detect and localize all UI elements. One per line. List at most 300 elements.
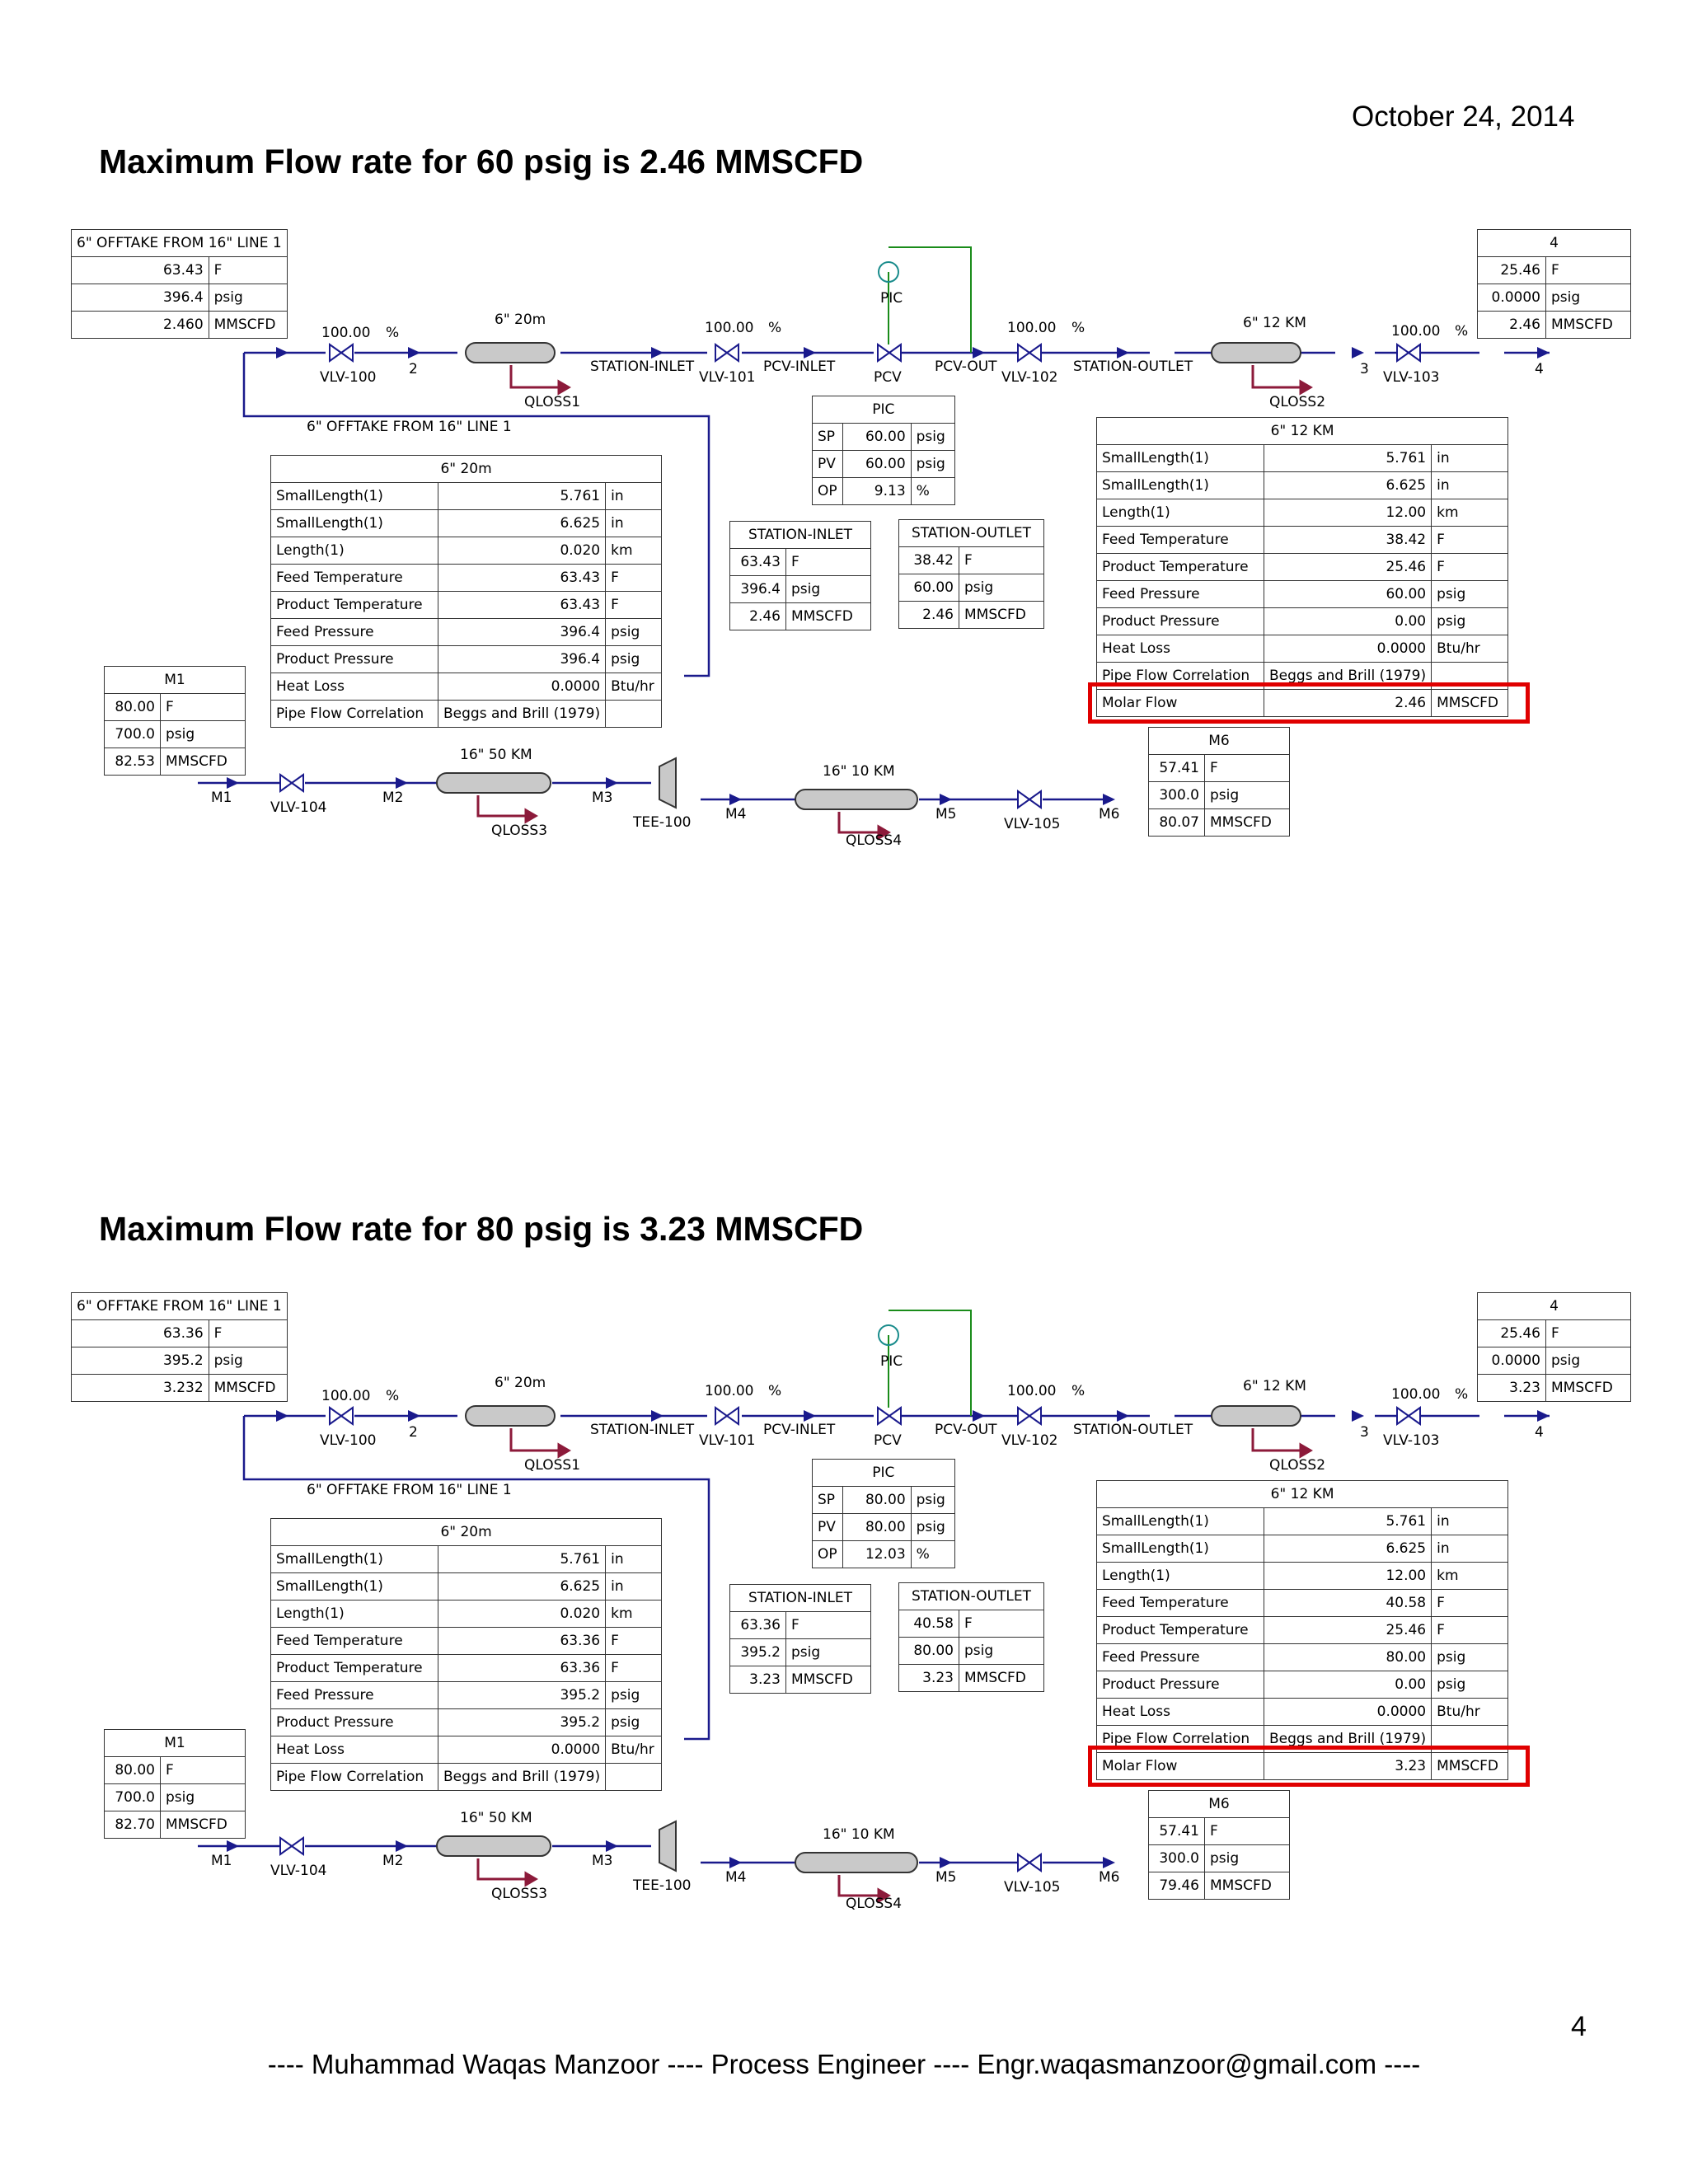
unit: MMSCFD (1205, 809, 1290, 837)
molar-flow-highlight (1088, 682, 1530, 724)
param-label: Heat Loss (1097, 1699, 1264, 1726)
unit: MMSCFD (1546, 312, 1631, 339)
param-label: Length(1) (1097, 1563, 1264, 1590)
station-inlet-table (729, 1584, 871, 1694)
unit: km (1432, 1563, 1508, 1590)
valve-opening: 100.00 (321, 1388, 371, 1404)
unit: in (1432, 1508, 1508, 1535)
pressure-value: 0.0000 (1478, 1347, 1546, 1375)
flow-value: 2.46 (730, 603, 786, 630)
m2-label: M2 (382, 1853, 404, 1869)
offtake-stream-table (71, 1292, 288, 1402)
pic-controller-table (812, 1459, 955, 1568)
flow-value: 2.46 (899, 602, 959, 629)
unit: in (606, 483, 662, 510)
param-label: SmallLength(1) (1097, 472, 1264, 499)
unit: % (1071, 1383, 1085, 1399)
pressure-value: 80.00 (899, 1638, 959, 1665)
pressure-value: 395.2 (72, 1347, 209, 1375)
stream-4-table (1477, 1292, 1631, 1402)
param-label: Molar Flow (1097, 690, 1264, 717)
qloss2-label: QLOSS2 (1269, 1457, 1326, 1474)
unit: F (1432, 1617, 1508, 1644)
param-label: Length(1) (271, 1601, 438, 1628)
vlv-105-label: VLV-105 (1004, 816, 1061, 832)
param-label: Product Temperature (271, 1655, 438, 1682)
offtake-line-label: 6" OFFTAKE FROM 16" LINE 1 (307, 419, 512, 435)
unit: F (606, 1655, 662, 1682)
unit: MMSCFD (786, 603, 871, 630)
m5-label: M5 (935, 1869, 957, 1886)
qloss3-label: QLOSS3 (491, 1886, 548, 1902)
flow-value: 82.70 (105, 1811, 161, 1839)
qloss4-label: QLOSS4 (846, 1896, 903, 1912)
param-label: Length(1) (271, 537, 438, 565)
param-value: 6.625 (1264, 472, 1432, 499)
sp-label: SP (813, 424, 843, 451)
unit: in (1432, 472, 1508, 499)
param-value: 0.00 (1264, 608, 1432, 635)
m2-label: M2 (382, 790, 404, 806)
param-label: Pipe Flow Correlation (271, 1764, 438, 1791)
temperature-value: 57.41 (1149, 1818, 1205, 1845)
table-title: 6" OFFTAKE FROM 16" LINE 1 (72, 1293, 288, 1320)
table-title: STATION-INLET (730, 522, 871, 549)
param-value: 395.2 (438, 1709, 606, 1736)
table-title: 6" 20m (271, 456, 662, 483)
unit: MMSCFD (209, 1375, 287, 1402)
param-label: SmallLength(1) (1097, 445, 1264, 472)
pic-controller-table (812, 396, 955, 505)
table-title: 6" 12 KM (1097, 418, 1508, 445)
qloss2-label: QLOSS2 (1269, 394, 1326, 410)
pcv-inlet-label: PCV-INLET (763, 359, 836, 375)
m6-label: M6 (1099, 806, 1120, 823)
param-label: Product Temperature (1097, 1617, 1264, 1644)
unit: MMSCFD (161, 748, 246, 776)
unit: % (768, 1383, 782, 1399)
valve-opening: 100.00 (1391, 323, 1441, 340)
unit: F (786, 1612, 871, 1639)
temperature-value: 63.43 (730, 549, 786, 576)
unit: in (1432, 1535, 1508, 1563)
vlv-102-label: VLV-102 (1001, 1432, 1058, 1449)
unit: MMSCFD (1546, 1375, 1631, 1402)
temperature-value: 80.00 (105, 1757, 161, 1784)
unit: psig (606, 1682, 662, 1709)
unit: MMSCFD (786, 1666, 871, 1694)
temperature-value: 40.58 (899, 1610, 959, 1638)
sp-label: SP (813, 1487, 843, 1514)
unit: in (1432, 445, 1508, 472)
param-value: 38.42 (1264, 527, 1432, 554)
unit: F (161, 694, 246, 721)
param-value: 0.0000 (438, 673, 606, 701)
param-value: 396.4 (438, 619, 606, 646)
offtake-stream-table (71, 229, 288, 339)
unit: psig (911, 451, 954, 478)
stream-4-label: 4 (1535, 1424, 1544, 1441)
table-title: 6" 20m (271, 1519, 662, 1546)
table-title: PIC (813, 396, 955, 424)
unit: psig (959, 574, 1044, 602)
param-label: Feed Temperature (271, 565, 438, 592)
pcv-inlet-label: PCV-INLET (763, 1422, 836, 1438)
unit: psig (606, 619, 662, 646)
unit: MMSCFD (959, 602, 1044, 629)
unit: Btu/hr (606, 673, 662, 701)
param-value: 63.36 (438, 1655, 606, 1682)
pcv-out-label: PCV-OUT (935, 359, 997, 375)
param-label: SmallLength(1) (271, 1573, 438, 1601)
param-label: Product Pressure (1097, 1671, 1264, 1699)
param-label: Feed Temperature (1097, 527, 1264, 554)
param-label: Molar Flow (1097, 1753, 1264, 1780)
param-value: 63.36 (438, 1628, 606, 1655)
pressure-value: 395.2 (730, 1639, 786, 1666)
unit: % (1455, 323, 1469, 340)
unit: % (386, 325, 400, 341)
unit: MMSCFD (959, 1665, 1044, 1692)
temperature-value: 38.42 (899, 547, 959, 574)
param-label: Product Pressure (271, 1709, 438, 1736)
table-title: PIC (813, 1460, 955, 1487)
stream-3-label: 3 (1360, 361, 1369, 377)
m6-stream-table (1148, 1790, 1290, 1900)
page-number: 4 (1571, 2011, 1587, 2042)
pcv-label: PCV (874, 1432, 902, 1449)
pv-label: PV (813, 451, 843, 478)
pressure-value: 700.0 (105, 721, 161, 748)
unit: F (209, 257, 287, 284)
unit: Btu/hr (1432, 1699, 1508, 1726)
param-value: 40.58 (1264, 1590, 1432, 1617)
valve-opening: 100.00 (705, 1383, 754, 1399)
unit: F (786, 549, 871, 576)
molar-flow-highlight (1088, 1746, 1530, 1787)
unit: psig (786, 1639, 871, 1666)
m1-label: M1 (211, 1853, 232, 1869)
station-inlet-label: STATION-INLET (590, 1422, 695, 1438)
station-outlet-table (898, 1582, 1044, 1692)
valve-opening: 100.00 (1391, 1386, 1441, 1403)
unit: psig (911, 1514, 954, 1541)
table-title: 6" 12 KM (1097, 1481, 1508, 1508)
temperature-value: 57.41 (1149, 755, 1205, 782)
param-label: Feed Pressure (271, 1682, 438, 1709)
pic-label: PIC (880, 1353, 903, 1370)
param-value: 0.0000 (438, 1736, 606, 1764)
unit: F (1205, 755, 1290, 782)
vlv-102-label: VLV-102 (1001, 369, 1058, 386)
unit: MMSCFD (1432, 1753, 1508, 1780)
param-value: 63.43 (438, 565, 606, 592)
flow-value: 79.46 (1149, 1872, 1205, 1900)
unit: % (911, 478, 954, 505)
unit: psig (209, 1347, 287, 1375)
process-flow-diagram (0, 1286, 1688, 1912)
unit: psig (1432, 1644, 1508, 1671)
unit: MMSCFD (161, 1811, 246, 1839)
unit: % (911, 1541, 954, 1568)
param-value: 0.0000 (1264, 1699, 1432, 1726)
pressure-value: 300.0 (1149, 1845, 1205, 1872)
temperature-value: 63.36 (72, 1320, 209, 1347)
station-outlet-table (898, 519, 1044, 629)
param-label: Product Pressure (1097, 608, 1264, 635)
m3-label: M3 (592, 1853, 613, 1869)
valve-opening: 100.00 (321, 325, 371, 341)
unit: F (959, 1610, 1044, 1638)
unit: psig (161, 721, 246, 748)
pv-label: PV (813, 1514, 843, 1541)
pipe-50km-label: 16" 50 KM (460, 747, 532, 763)
unit: in (606, 1546, 662, 1573)
op-label: OP (813, 478, 843, 505)
param-label: Heat Loss (271, 673, 438, 701)
table-title: STATION-INLET (730, 1585, 871, 1612)
unit: psig (1432, 581, 1508, 608)
unit: in (606, 510, 662, 537)
tee-100-label: TEE-100 (633, 1877, 692, 1894)
param-value: 63.43 (438, 592, 606, 619)
output-value: 12.03 (842, 1541, 911, 1568)
process-flow-diagram (0, 223, 1688, 849)
unit: psig (1205, 1845, 1290, 1872)
temperature-value: 63.36 (730, 1612, 786, 1639)
flow-value: 2.46 (1478, 312, 1546, 339)
unit: F (1432, 527, 1508, 554)
pipe-10km-label: 16" 10 KM (823, 1826, 895, 1843)
station-inlet-table (729, 521, 871, 630)
vlv-101-label: VLV-101 (699, 1432, 756, 1449)
valve-opening: 100.00 (1007, 320, 1057, 336)
param-value: 0.020 (438, 537, 606, 565)
unit: % (1071, 320, 1085, 336)
unit: psig (1546, 284, 1631, 312)
flow-value: 82.53 (105, 748, 161, 776)
output-value: 9.13 (842, 478, 911, 505)
pic-label: PIC (880, 290, 903, 307)
unit: F (606, 1628, 662, 1655)
param-label: Feed Temperature (271, 1628, 438, 1655)
vlv-105-label: VLV-105 (1004, 1879, 1061, 1896)
qloss4-label: QLOSS4 (846, 832, 903, 849)
station-outlet-label: STATION-OUTLET (1073, 359, 1193, 375)
table-title: 4 (1478, 1293, 1631, 1320)
unit: in (606, 1573, 662, 1601)
unit: psig (1546, 1347, 1631, 1375)
temperature-value: 25.46 (1478, 1320, 1546, 1347)
stream-2-label: 2 (409, 1424, 418, 1441)
pressure-value: 0.0000 (1478, 284, 1546, 312)
unit: MMSCFD (1432, 690, 1508, 717)
pipe-10km-label: 16" 10 KM (823, 763, 895, 780)
table-title: 4 (1478, 230, 1631, 257)
flow-value: 3.23 (730, 1666, 786, 1694)
pressure-value: 396.4 (730, 576, 786, 603)
station-outlet-label: STATION-OUTLET (1073, 1422, 1193, 1438)
unit: psig (1432, 1671, 1508, 1699)
pipe-12km-label: 6" 12 KM (1243, 1378, 1306, 1394)
temperature-value: 63.43 (72, 257, 209, 284)
unit: % (1455, 1386, 1469, 1403)
pipe-50km-label: 16" 50 KM (460, 1810, 532, 1826)
m5-label: M5 (935, 806, 957, 823)
pipe-12km-table (1096, 1480, 1508, 1780)
flow-value: 3.23 (899, 1665, 959, 1692)
unit: % (768, 320, 782, 336)
qloss3-label: QLOSS3 (491, 823, 548, 839)
temperature-value: 80.00 (105, 694, 161, 721)
table-title: STATION-OUTLET (899, 1583, 1044, 1610)
param-label: Product Pressure (271, 646, 438, 673)
valve-opening: 100.00 (1007, 1383, 1057, 1399)
vlv-103-label: VLV-103 (1383, 1432, 1440, 1449)
table-title: M1 (105, 1730, 246, 1757)
qloss1-label: QLOSS1 (524, 394, 581, 410)
param-value: 5.761 (438, 483, 606, 510)
flow-value: 80.07 (1149, 809, 1205, 837)
process-value: 80.00 (842, 1514, 911, 1541)
param-value: 5.761 (1264, 1508, 1432, 1535)
pcv-label: PCV (874, 369, 902, 386)
unit: psig (606, 646, 662, 673)
unit: MMSCFD (1205, 1872, 1290, 1900)
flow-value: 3.23 (1478, 1375, 1546, 1402)
pipe-12km-label: 6" 12 KM (1243, 315, 1306, 331)
stream-4-label: 4 (1535, 361, 1544, 377)
param-value: 0.020 (438, 1601, 606, 1628)
unit: psig (1432, 608, 1508, 635)
param-label: Feed Temperature (1097, 1590, 1264, 1617)
param-value: 12.00 (1264, 1563, 1432, 1590)
unit: Btu/hr (606, 1736, 662, 1764)
section-heading: Maximum Flow rate for 60 psig is 2.46 MMSCFD (99, 143, 864, 180)
stream-2-label: 2 (409, 361, 418, 377)
unit: km (606, 1601, 662, 1628)
m6-label: M6 (1099, 1869, 1120, 1886)
pipe-20m-table (270, 1518, 662, 1791)
param-value: 60.00 (1264, 581, 1432, 608)
param-label: Product Temperature (1097, 554, 1264, 581)
table-title: 6" OFFTAKE FROM 16" LINE 1 (72, 230, 288, 257)
param-value: 396.4 (438, 646, 606, 673)
vlv-101-label: VLV-101 (699, 369, 756, 386)
param-value: 25.46 (1264, 1617, 1432, 1644)
m1-stream-table (104, 1729, 246, 1839)
unit: F (209, 1320, 287, 1347)
molar-flow-value: 2.46 (1264, 690, 1432, 717)
unit: F (1432, 554, 1508, 581)
m1-label: M1 (211, 790, 232, 806)
document-date: October 24, 2014 (1352, 101, 1575, 133)
param-label: Feed Pressure (1097, 581, 1264, 608)
unit: F (1205, 1818, 1290, 1845)
m4-label: M4 (725, 1869, 747, 1886)
unit: F (959, 547, 1044, 574)
valve-opening: 100.00 (705, 320, 754, 336)
param-label: Feed Pressure (1097, 1644, 1264, 1671)
unit: Btu/hr (1432, 635, 1508, 663)
process-value: 60.00 (842, 451, 911, 478)
stream-3-label: 3 (1360, 1424, 1369, 1441)
pcv-out-label: PCV-OUT (935, 1422, 997, 1438)
param-label: Feed Pressure (271, 619, 438, 646)
param-value: Beggs and Brill (1979) (438, 701, 606, 728)
param-label: Heat Loss (1097, 635, 1264, 663)
pressure-value: 300.0 (1149, 782, 1205, 809)
unit: % (386, 1388, 400, 1404)
stream-4-table (1477, 229, 1631, 339)
param-value: 395.2 (438, 1682, 606, 1709)
param-value: 25.46 (1264, 554, 1432, 581)
unit: km (1432, 499, 1508, 527)
unit: MMSCFD (209, 312, 287, 339)
op-label: OP (813, 1541, 843, 1568)
unit: psig (959, 1638, 1044, 1665)
param-label: Heat Loss (271, 1736, 438, 1764)
param-value: Beggs and Brill (1979) (1264, 1726, 1432, 1753)
table-title: M6 (1149, 1791, 1290, 1818)
param-value: 6.625 (438, 1573, 606, 1601)
setpoint-value: 60.00 (842, 424, 911, 451)
param-label: Pipe Flow Correlation (1097, 1726, 1264, 1753)
param-value: 0.0000 (1264, 635, 1432, 663)
flow-value: 2.460 (72, 312, 209, 339)
unit: psig (209, 284, 287, 312)
param-label: SmallLength(1) (1097, 1535, 1264, 1563)
param-label: Product Temperature (271, 592, 438, 619)
page-footer: ---- Muhammad Waqas Manzoor ---- Process Engineer ---- Engr.waqasmanzoor@gmail.com ---- (267, 2049, 1421, 2079)
param-value: Beggs and Brill (1979) (438, 1764, 606, 1791)
pipe-20m-table (270, 455, 662, 728)
flow-value: 3.232 (72, 1375, 209, 1402)
m4-label: M4 (725, 806, 747, 823)
vlv-103-label: VLV-103 (1383, 369, 1440, 386)
molar-flow-value: 3.23 (1264, 1753, 1432, 1780)
m3-label: M3 (592, 790, 613, 806)
unit: psig (911, 424, 954, 451)
unit: psig (606, 1709, 662, 1736)
qloss1-label: QLOSS1 (524, 1457, 581, 1474)
unit: km (606, 537, 662, 565)
unit: F (606, 592, 662, 619)
offtake-line-label: 6" OFFTAKE FROM 16" LINE 1 (307, 1482, 512, 1498)
pipe-20m-label: 6" 20m (495, 312, 546, 328)
unit: F (606, 565, 662, 592)
pressure-value: 700.0 (105, 1784, 161, 1811)
tee-100-label: TEE-100 (633, 814, 692, 831)
param-value: 5.761 (438, 1546, 606, 1573)
param-label: SmallLength(1) (1097, 1508, 1264, 1535)
unit: F (161, 1757, 246, 1784)
setpoint-value: 80.00 (842, 1487, 911, 1514)
vlv-100-label: VLV-100 (320, 369, 377, 386)
vlv-104-label: VLV-104 (270, 799, 327, 816)
m1-stream-table (104, 666, 246, 776)
table-title: M6 (1149, 728, 1290, 755)
unit: psig (786, 576, 871, 603)
unit: psig (911, 1487, 954, 1514)
unit: psig (1205, 782, 1290, 809)
section-heading: Maximum Flow rate for 80 psig is 3.23 MMSCFD (99, 1210, 864, 1248)
station-inlet-label: STATION-INLET (590, 359, 695, 375)
unit: psig (161, 1784, 246, 1811)
unit: F (1546, 257, 1631, 284)
unit: F (1432, 1590, 1508, 1617)
table-title: STATION-OUTLET (899, 520, 1044, 547)
